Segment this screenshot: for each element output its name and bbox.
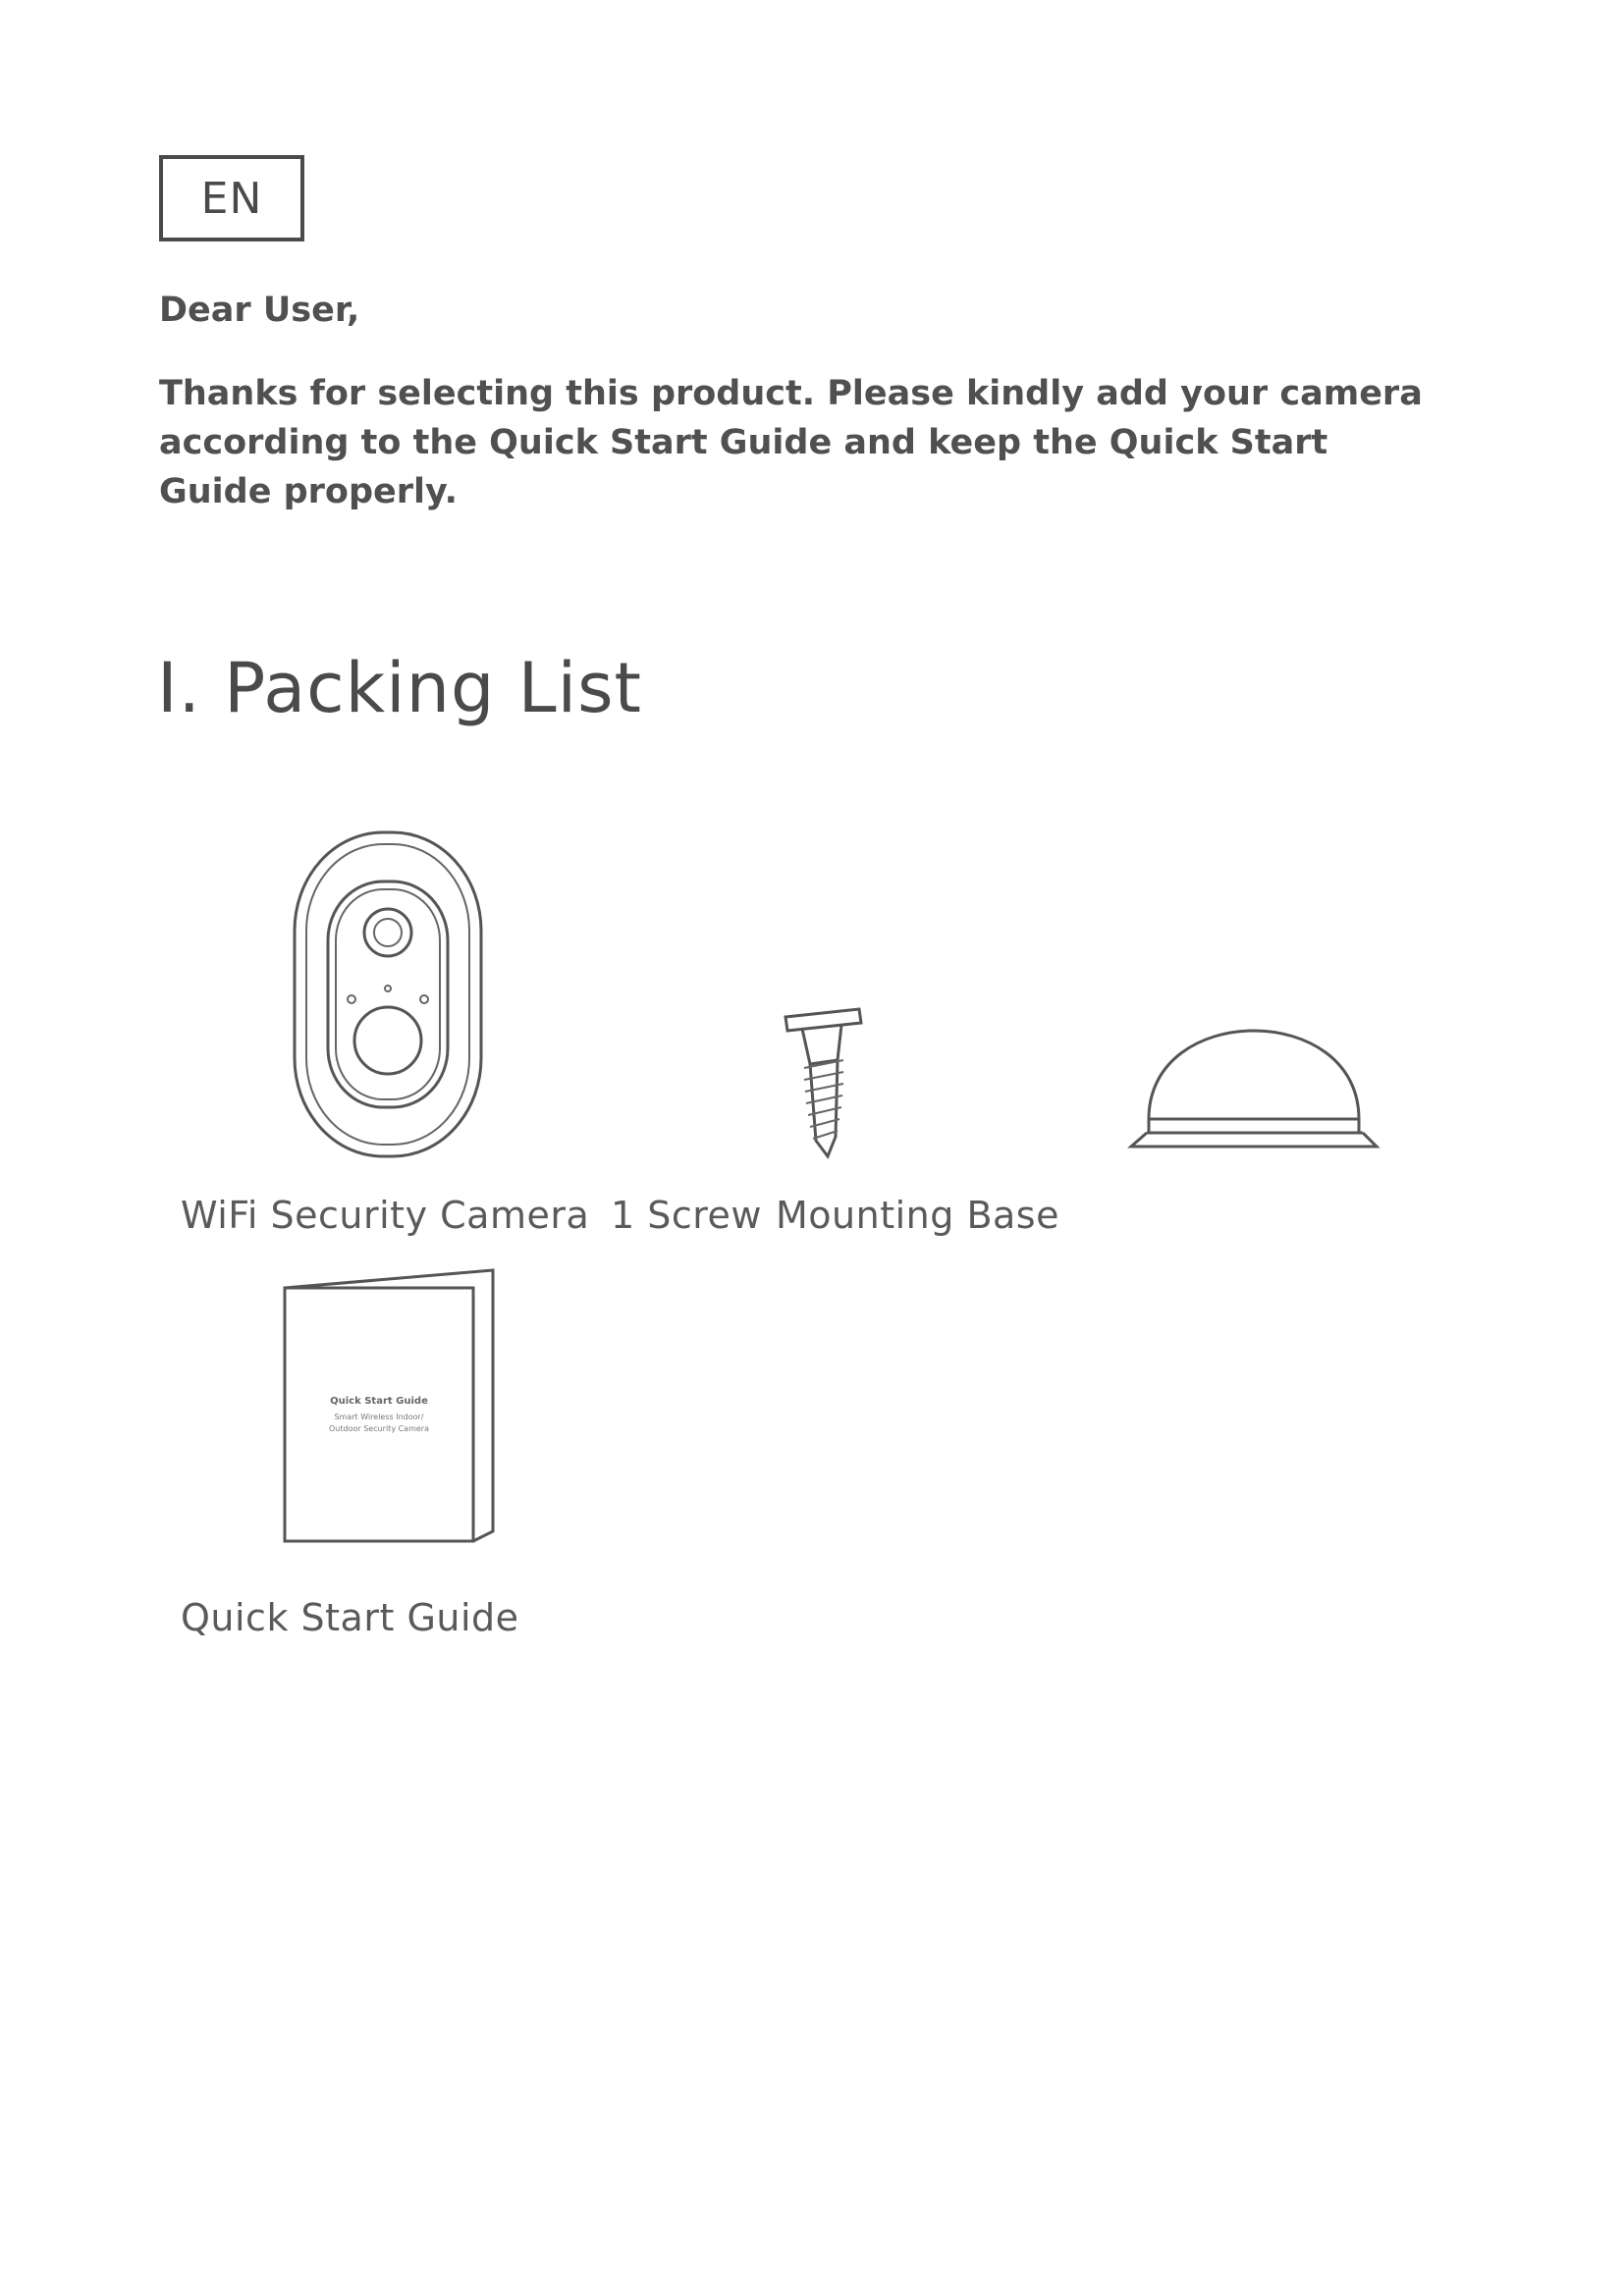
booklet-cover-line-1: Smart Wireless Indoor/: [334, 1413, 424, 1421]
section-title-packing-list: I. Packing List: [157, 648, 642, 728]
intro-paragraph: Thanks for selecting this product. Please kindly add your camera according to the Quick Start Guide and keep the Quick Start Guide properly.: [159, 374, 1423, 511]
booklet-cover-title: Quick Start Guide: [330, 1396, 428, 1407]
language-badge: EN: [159, 155, 304, 241]
mounting-base-icon: [1127, 1011, 1382, 1158]
item-label-screw: 1 Screw: [611, 1194, 763, 1237]
booklet-cover-line-2: Outdoor Security Camera: [329, 1424, 429, 1433]
greeting: Dear User,: [159, 291, 360, 330]
item-label-mounting-base: Mounting Base: [776, 1194, 1059, 1237]
screw-icon: [781, 1003, 869, 1160]
camera-icon: [285, 825, 491, 1163]
item-label-quick-start-guide: Quick Start Guide: [181, 1596, 519, 1639]
item-label-camera: WiFi Security Camera: [181, 1194, 590, 1237]
guide-booklet-icon: [277, 1264, 503, 1559]
